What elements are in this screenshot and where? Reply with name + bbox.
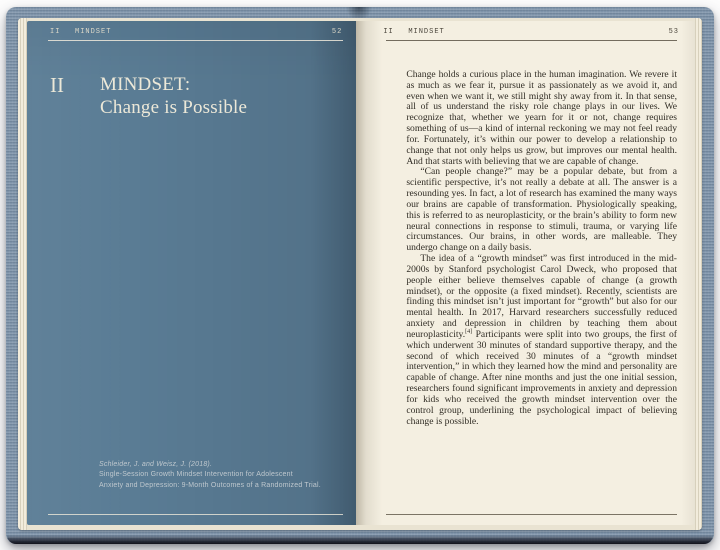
paragraph-3-after-footnote: Participants were split into two groups, the first of which underwent 30 minutes of standard supportive therapy, and the second of which received 30 minutes of a “growth mindset intervention,” in which they learned how the mind and personality are capable of change. After nine months and just the one initial session, researchers found significant improvements in anxiety and depression for kids who received the growth mindset intervention over the control group, underlining the psychological impact of believing change is possible. bbox=[406, 328, 677, 427]
paragraph-1: Change holds a curious place in the human imagination. We revere it as much as we fear it, pursue it as passionately as we avoid it, and even when we want it, we still might shy away from it. In that sense, all of us understand the risky role change plays in our lives. We recognize that, whether we yearn for it or not, change requires something of us—a kind of internal reckoning we may not feel ready for. Fortunately, it’s within our power to develop a relationship to change that not only helps us grow, but improves our mental health. And that starts with believing that we are capable of change. bbox=[406, 69, 677, 167]
chapter-title-line1: MINDSET: bbox=[100, 74, 191, 95]
right-head-running-title: MINDSET bbox=[408, 28, 445, 36]
left-page bbox=[27, 21, 356, 525]
chapter-title-line2: Change is Possible bbox=[100, 96, 248, 118]
left-head-rule bbox=[48, 40, 343, 41]
right-running-head bbox=[383, 28, 679, 38]
left-head-chapter-numeral: II bbox=[50, 28, 61, 36]
citation-authors: Schleider, J. and Weisz, J. (2018). bbox=[99, 460, 213, 468]
citation bbox=[99, 460, 340, 492]
footnote-marker: [4] bbox=[465, 328, 473, 335]
left-running-head bbox=[50, 28, 342, 38]
left-page-number: 52 bbox=[331, 28, 343, 36]
open-spread bbox=[27, 21, 695, 525]
page-edge-stack bbox=[18, 18, 702, 530]
right-page bbox=[356, 21, 695, 525]
right-page-number: 53 bbox=[668, 28, 679, 36]
paragraph-3 bbox=[406, 254, 677, 427]
page-edges-left bbox=[18, 18, 27, 530]
citation-title-line1: Single-Session Growth Mindset Intervention for Adolescent bbox=[99, 471, 293, 478]
chapter-title bbox=[100, 74, 247, 120]
paragraph-2: “Can people change?” may be a popular debate, but from a scientific perspective, it’s not really a debate at all. The answer is a resounding yes. In fact, a lot of research has examined the many ways our brains are capable of transformation. Physiologically speaking, this is referred to as neuroplasticity, or the brain’s ability to form new neural connections in response to stimuli, trauma, or varying life circumstances. Our brains, in other words, are malleable. They undergo change on a daily basis. bbox=[406, 166, 677, 254]
right-head-rule bbox=[386, 40, 677, 41]
right-foot-rule bbox=[386, 514, 677, 515]
citation-title-line2: Anxiety and Depression: 9-Month Outcomes of a Randomized Trial. bbox=[99, 481, 321, 489]
chapter-title-block bbox=[50, 74, 342, 120]
book-bottom-edge bbox=[7, 535, 713, 544]
book-cover bbox=[6, 7, 714, 544]
page-edges-right bbox=[695, 18, 702, 530]
chapter-numeral: II bbox=[50, 73, 64, 97]
left-foot-rule bbox=[48, 514, 343, 515]
paragraph-3-before-footnote: The idea of a “growth mindset” was first introduced in the mid-2000s by Stanford psychologist Carol Dweck, who proposed that people either believe themselves capable of change (a growth mindset), or the opposite (a fixed mindset). Recently, scientists are finding this mindset isn’t just important for “growth” but also for our mental health. In 2017, Harvard researchers successfully reduced anxiety and depression in children by teaching them about neuroplasticity. bbox=[406, 253, 677, 340]
right-head-chapter-numeral: II bbox=[383, 28, 394, 36]
body-text bbox=[406, 70, 677, 427]
left-head-running-title: MINDSET bbox=[75, 28, 112, 36]
